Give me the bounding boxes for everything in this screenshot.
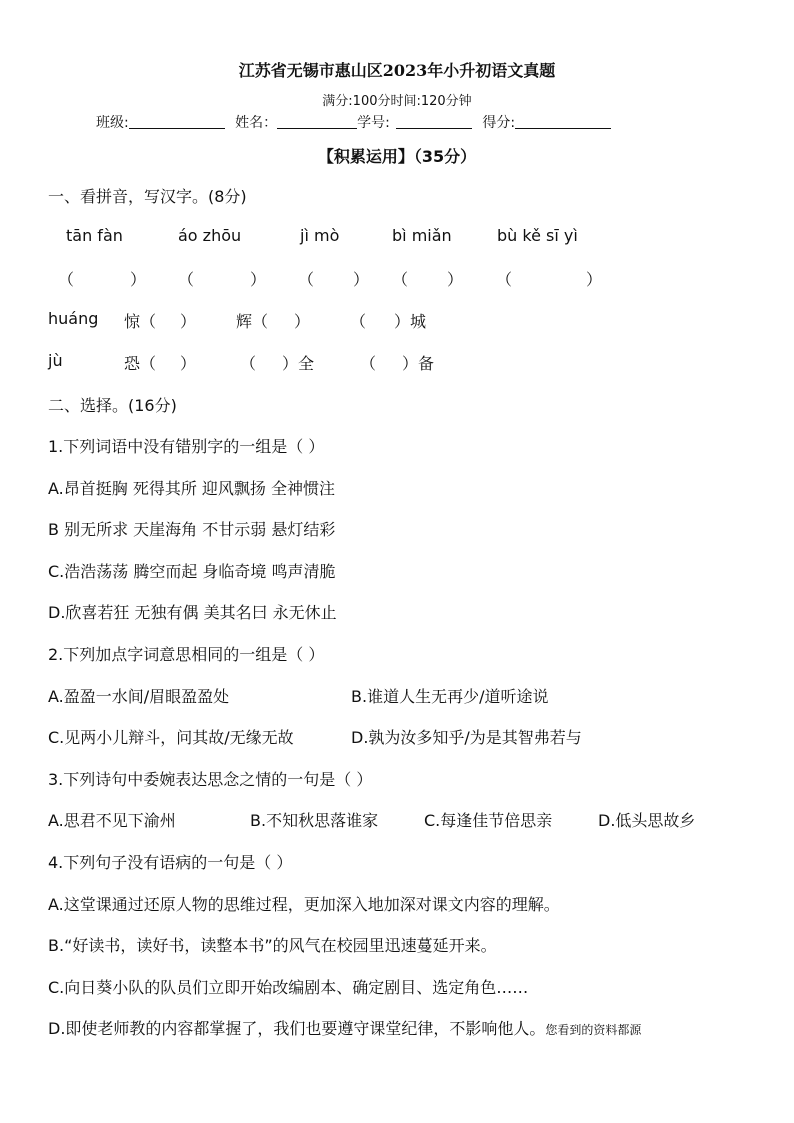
fill-item: ） [180, 312, 197, 331]
question-stem: 2.下列加点字词意思相同的一组是（ ） [48, 645, 325, 664]
pinyin-text: bù kě sī yì [497, 226, 578, 245]
section-heading: 【积累运用】（35分） [317, 147, 477, 166]
option-line: A.思君不见下渝州 [48, 811, 176, 830]
option-line [48, 1016, 641, 1039]
question-heading: 二、选择。(16分) [48, 396, 177, 415]
option-line: C.向日葵小队的队员们立即开始改编剧本、确定剧目、选定角色…… [48, 978, 529, 997]
question-stem: 4.下列句子没有语病的一句是（ ） [48, 853, 293, 872]
score-label: 得分: [482, 115, 516, 131]
fill-item: 恐（ [124, 354, 157, 373]
option-line: B.“好读书，读好书，读整本书”的风气在校园里迅速蔓延开来。 [48, 936, 497, 955]
fill-item: 辉（ [236, 312, 269, 331]
fill-item: 惊（ [124, 312, 157, 331]
pinyin-text: áo zhōu [178, 226, 242, 245]
fill-item: ）城 [394, 312, 427, 331]
question-stem: 1.下列词语中没有错别字的一组是（ ） [48, 437, 325, 456]
score-field[interactable] [515, 114, 611, 129]
option-line: A.盈盈一水间/眉眼盈盈处 [48, 687, 230, 706]
option-line: B.谁道人生无再少/道听途说 [351, 687, 549, 706]
option-line: C.见两小儿辩斗，问其故/无缘无故 [48, 728, 294, 747]
answer-paren-open: （ [496, 270, 513, 289]
option-line: C.浩浩荡荡 腾空而起 身临奇境 鸣声清脆 [48, 562, 336, 581]
option-line: A.这堂课通过还原人物的思维过程，更加深入地加深对课文内容的理解。 [48, 895, 560, 914]
pinyin-text: tān fàn [66, 226, 123, 245]
fill-item: ） [180, 354, 197, 373]
pinyin-text: bì miǎn [392, 226, 452, 245]
answer-paren-close: ） [447, 270, 464, 289]
answer-paren-close: ） [586, 270, 603, 289]
pinyin-text: jì mò [300, 226, 340, 245]
info-row [96, 112, 611, 132]
answer-paren-open: （ [178, 270, 195, 289]
option-line: A.昂首挺胸 死得其所 迎风飘扬 全神惯注 [48, 479, 336, 498]
option-line: D.孰为汝多知乎/为是其智弗若与 [351, 728, 582, 747]
answer-paren-close: ） [353, 270, 370, 289]
option-line: C.每逢佳节倍思亲 [424, 811, 553, 830]
answer-paren-close: ） [250, 270, 267, 289]
page-title: 江苏省无锡市惠山区2023年小升初语文真题 [238, 61, 556, 80]
answer-paren-open: （ [298, 270, 315, 289]
answer-paren-open: （ [58, 270, 75, 289]
option-text: D.即使老师教的内容都掌握了，我们也要遵守课堂纪律，不影响他人。 [48, 1019, 546, 1038]
fill-item: ）备 [402, 354, 435, 373]
exam-subtitle: 满分:100分时间:120分钟 [322, 94, 472, 109]
name-label: 姓名： [235, 115, 278, 131]
pinyin-text: jù [48, 351, 63, 370]
option-line: B 别无所求 天崖海角 不甘示弱 悬灯结彩 [48, 520, 336, 539]
question-heading: 一、看拼音，写汉字。(8分) [48, 187, 247, 206]
answer-paren-open: （ [392, 270, 409, 289]
truncated-note: 您看到的资料都源 [545, 1023, 642, 1037]
option-line: D.欣喜若狂 无独有偶 美其名曰 永无休止 [48, 603, 337, 622]
class-label: 班级: [96, 115, 129, 131]
id-field[interactable] [396, 114, 472, 129]
question-stem: 3.下列诗句中委婉表达思念之情的一句是（ ） [48, 770, 373, 789]
answer-paren-close: ） [130, 270, 147, 289]
pinyin-text: huáng [48, 309, 99, 328]
id-label: 学号: [357, 115, 390, 131]
option-line: B.不知秋思落谁家 [250, 811, 379, 830]
fill-item: ）全 [282, 354, 315, 373]
fill-item: （ [360, 354, 377, 373]
fill-item: ） [294, 312, 311, 331]
fill-item: （ [350, 312, 367, 331]
fill-item: （ [240, 354, 257, 373]
name-field[interactable] [277, 114, 357, 129]
class-field[interactable] [129, 114, 225, 129]
option-line: D.低头思故乡 [598, 811, 696, 830]
